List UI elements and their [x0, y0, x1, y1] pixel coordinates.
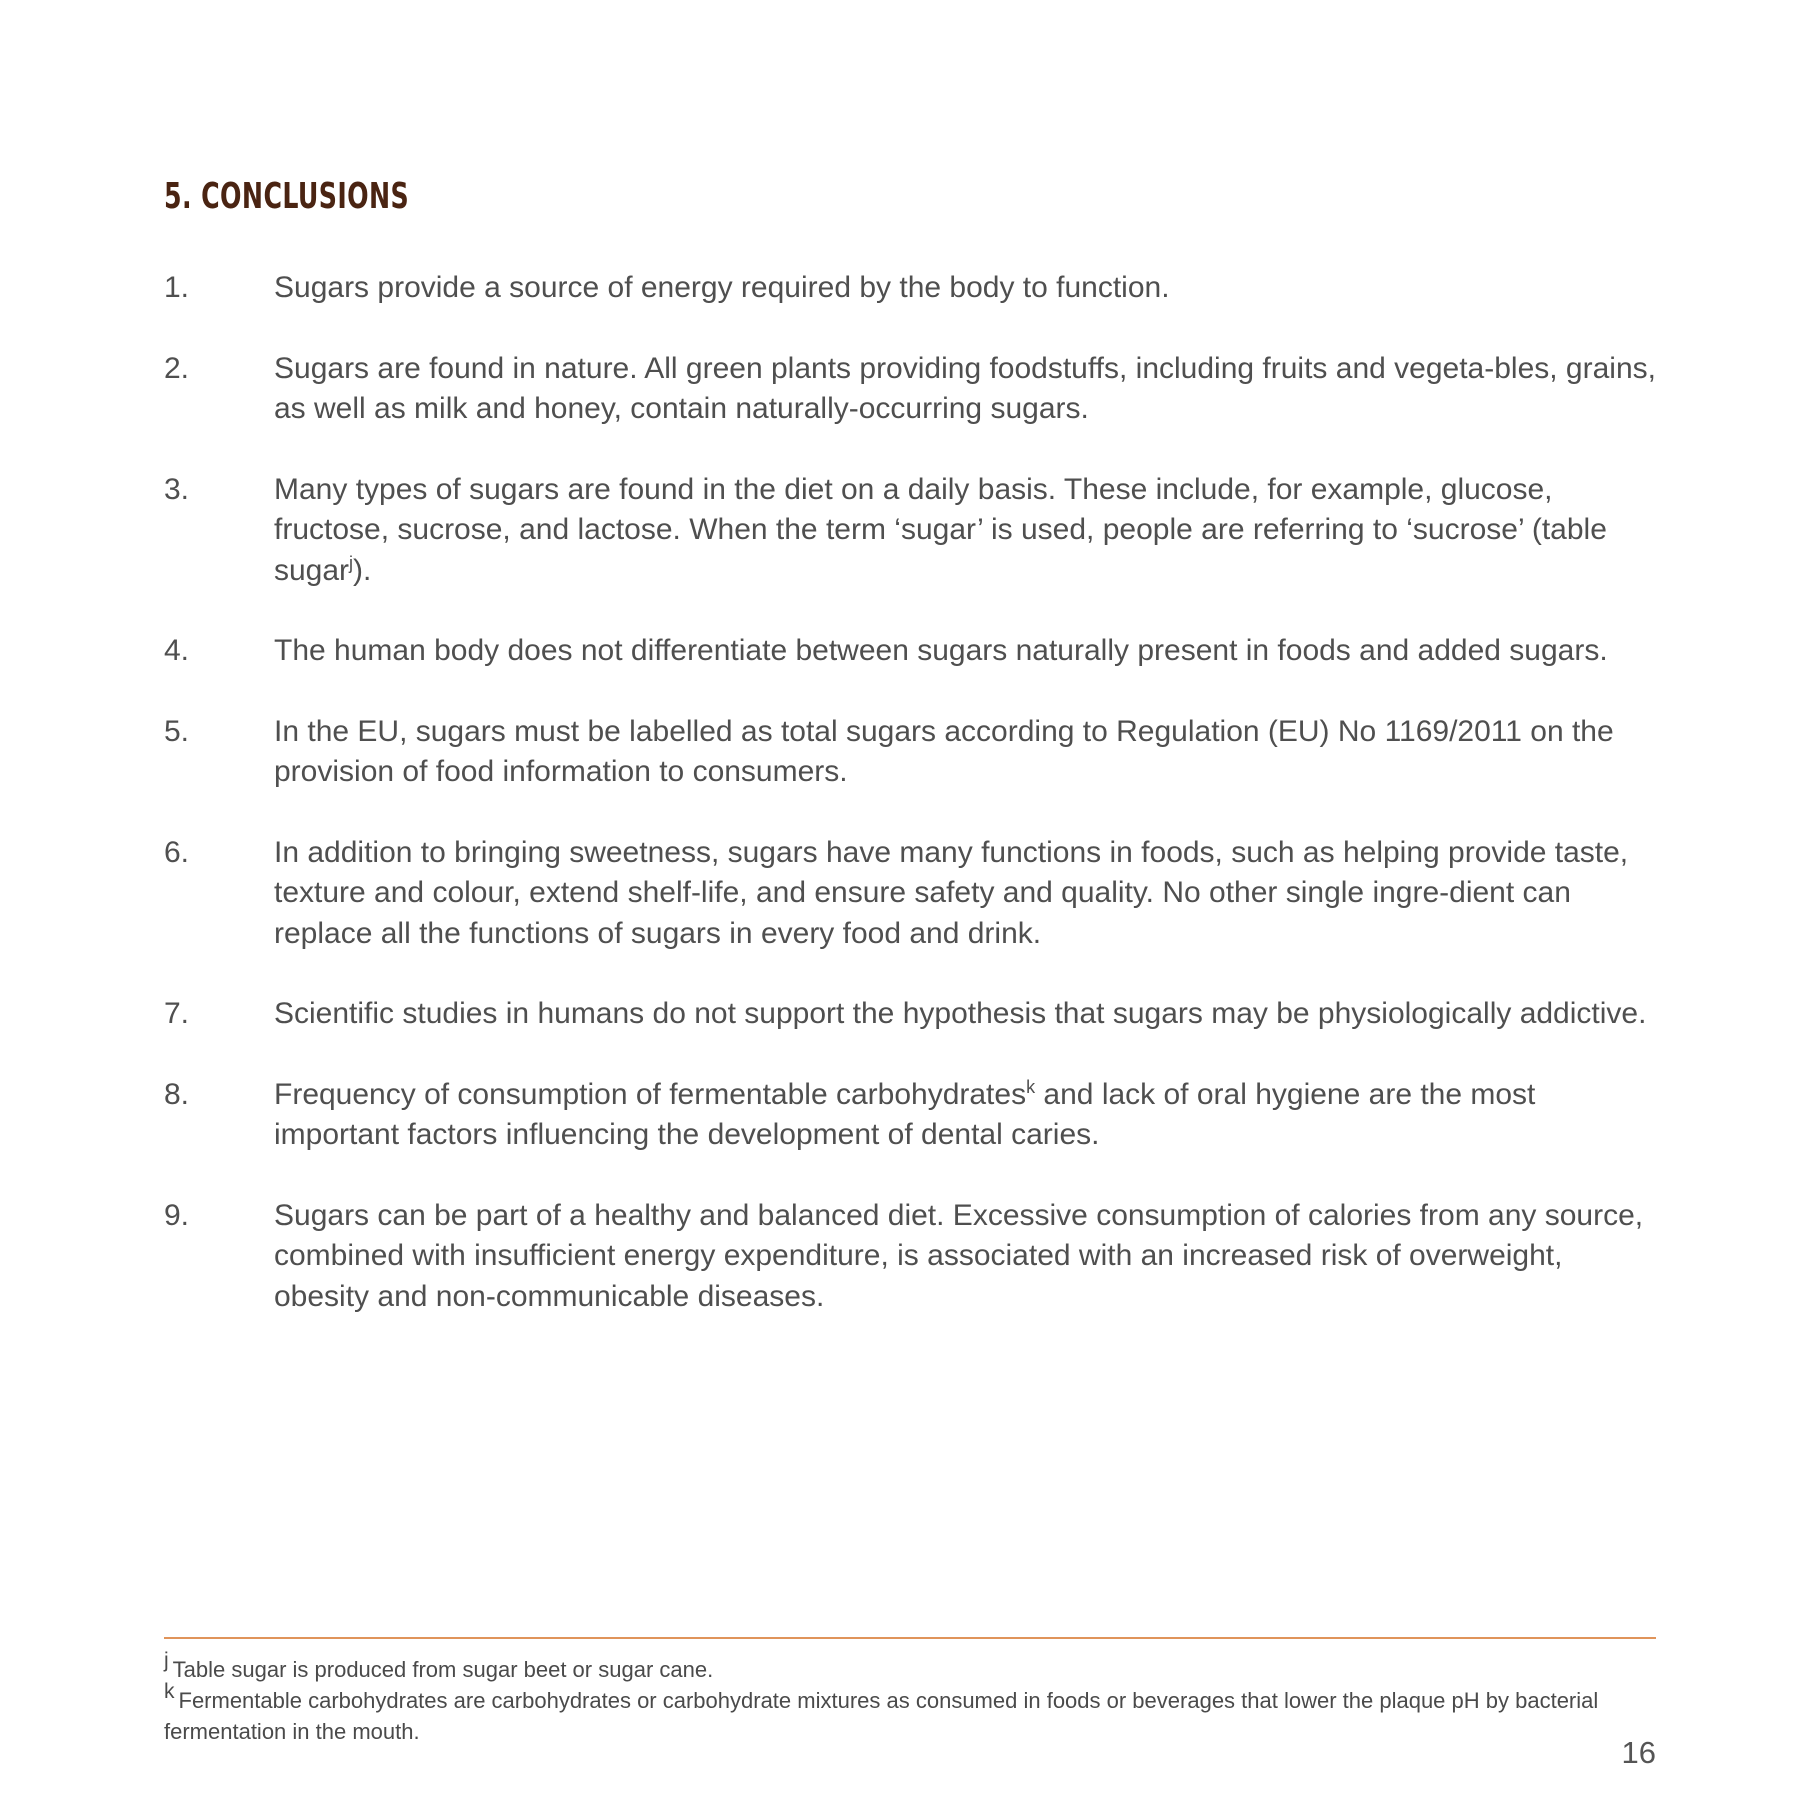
item-text: [274, 1075, 1664, 1156]
footnote: [164, 1680, 1656, 1747]
item-number: 1.: [164, 271, 190, 304]
list-item: [164, 470, 1664, 592]
item-text: Sugars can be part of a healthy and balanced diet. Excessive consumption of calories from any source, combined with insufficient energy expenditure, is associated with an increased risk of overweight, obesity and non-communicable diseases.: [274, 1198, 1644, 1313]
footnote-mark: k: [164, 1680, 175, 1703]
item-text: Scientific studies in humans do not support the hypothesis that sugars may be physiologically addictive.: [274, 997, 1647, 1030]
list-item: [164, 1075, 1664, 1156]
item-text: In the EU, sugars must be labelled as total sugars according to Regulation (EU) No 1169/2011 on the provision of food information to consumers.: [274, 714, 1614, 788]
item-text-part: Many types of sugars are found in the diet on a daily basis. These include, for example, glucose, fructose, sucrose, and lactose. When the term ‘sugar’ is used, people are referring to ‘sucrose’ (table sugar: [274, 472, 1607, 587]
item-number: 3.: [164, 472, 190, 506]
item-number: 7.: [164, 997, 190, 1030]
conclusions-list: [164, 268, 1664, 1317]
item-text: Sugars provide a source of energy required by the body to function.: [274, 271, 1170, 304]
footnote-divider: [164, 1637, 1656, 1639]
item-text: [274, 470, 1664, 592]
list-item: [164, 268, 1664, 309]
page-number: 16: [1621, 1735, 1656, 1770]
item-number: 2.: [164, 351, 190, 385]
item-number: 4.: [164, 634, 190, 667]
item-text-part: and lack of oral hygiene are the most important factors influencing the development of dental caries.: [274, 1077, 1536, 1151]
footnote-reference: j: [349, 552, 354, 573]
item-number: 5.: [164, 714, 190, 748]
footnotes: [164, 1649, 1656, 1747]
footnote-text: Table sugar is produced from sugar beet or sugar cane.: [172, 1657, 714, 1682]
list-item: [164, 833, 1664, 955]
footnote-text: Fermentable carbohydrates are carbohydrates or carbohydrate mixtures as consumed in foods or beverages that lower the plaque pH by bacterial fermentation in the mouth.: [164, 1688, 1599, 1744]
list-item: [164, 349, 1664, 430]
footnote: [164, 1649, 1656, 1686]
item-text: In addition to bringing sweetness, sugars have many functions in foods, such as helping provide taste, texture and colour, extend shelf-life, and ensure safety and quality. No other single ingre-dient can replace all the functions of sugars in every food and drink.: [274, 835, 1629, 950]
item-text: Sugars are found in nature. All green plants providing foodstuffs, including fruits and vegeta-bles, grains, as well as milk and honey, contain naturally-occurring sugars.: [274, 351, 1656, 425]
item-number: 8.: [164, 1077, 190, 1111]
item-number: 6.: [164, 835, 190, 869]
footnote-reference: k: [1026, 1076, 1036, 1097]
section-title: 5. CONCLUSIONS: [164, 176, 410, 217]
list-item: [164, 712, 1664, 793]
item-text-part: ).: [353, 553, 372, 587]
item-text-part: Frequency of consumption of fermentable carbohydrates: [274, 1077, 1027, 1111]
list-item: [164, 994, 1664, 1035]
list-item: [164, 1196, 1664, 1318]
item-text: The human body does not differentiate between sugars naturally present in foods and added sugars.: [274, 634, 1608, 667]
item-number: 9.: [164, 1198, 190, 1232]
list-item: [164, 631, 1664, 672]
footnote-mark: j: [164, 1649, 169, 1672]
